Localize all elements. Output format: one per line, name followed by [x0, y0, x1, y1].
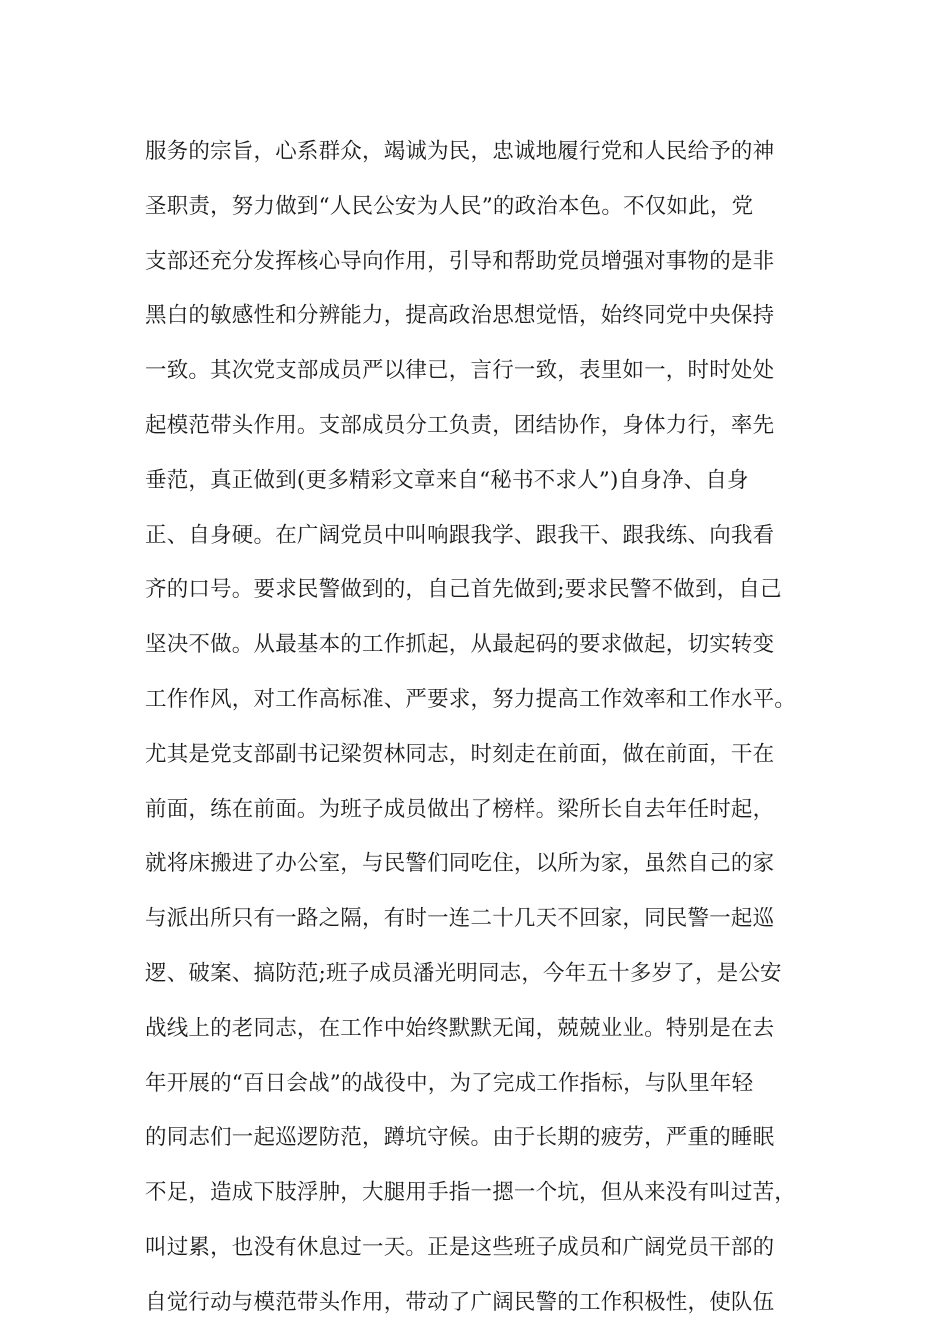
text-line: 年开展的“百日会战”的战役中，为了完成工作指标，与队里年轻 [145, 1070, 754, 1096]
text-line: 正、自身硬。在广阔党员中叫响跟我学、跟我干、跟我练、向我看 [145, 522, 775, 548]
text-line: 尤其是党支部副书记梁贺林同志，时刻走在前面，做在前面，干在 [145, 741, 775, 767]
text-line: 自觉行动与模范带头作用，带动了广阔民警的工作积极性，使队伍 [145, 1289, 775, 1315]
text-line: 坚决不做。从最基本的工作抓起，从最起码的要求做起，切实转变 [145, 632, 775, 658]
text-line: 与派出所只有一路之隔，有时一连二十几天不回家，同民警一起巡 [145, 906, 775, 932]
text-line: 齐的口号。要求民警做到的，自己首先做到;要求民警不做到，自己 [145, 577, 782, 603]
text-line: 战线上的老同志，在工作中始终默默无闻，兢兢业业。特别是在去 [145, 1015, 775, 1041]
text-line: 前面，练在前面。为班子成员做出了榜样。梁所长自去年任时起， [145, 796, 775, 822]
body-paragraph [145, 132, 825, 1338]
text-line: 黑白的敏感性和分辨能力，提高政治思想觉悟，始终同党中央保持 [145, 303, 775, 329]
text-line: 就将床搬进了办公室，与民警们同吃住，以所为家，虽然自己的家 [145, 851, 775, 877]
text-line: 叫过累，也没有休息过一天。正是这些班子成员和广阔党员干部的 [145, 1234, 775, 1260]
text-line: 逻、破案、搞防范;班子成员潘光明同志，今年五十多岁了，是公安 [145, 960, 782, 986]
text-line: 工作作风，对工作高标准、严要求，努力提高工作效率和工作水平。 [145, 686, 797, 712]
text-line: 圣职责，努力做到“人民公安为人民”的政治本色。不仅如此，党 [145, 193, 754, 219]
text-line: 垂范，真正做到(更多精彩文章来自“秘书不求人”)自身净、自身 [145, 467, 749, 493]
text-line: 一致。其次党支部成员严以律已，言行一致，表里如一，时时处处 [145, 358, 775, 384]
text-line: 支部还充分发挥核心导向作用，引导和帮助党员增强对事物的是非 [145, 248, 775, 274]
text-line: 起模范带头作用。支部成员分工负责，团结协作，身体力行，率先 [145, 412, 775, 438]
text-line: 不足，造成下肢浮肿，大腿用手指一摁一个坑，但从来没有叫过苦， [145, 1180, 797, 1206]
text-line: 服务的宗旨，心系群众，竭诚为民，忠诚地履行党和人民给予的神 [145, 139, 775, 164]
text-line: 的同志们一起巡逻防范，蹲坑守候。由于长期的疲劳，严重的睡眠 [145, 1125, 775, 1151]
